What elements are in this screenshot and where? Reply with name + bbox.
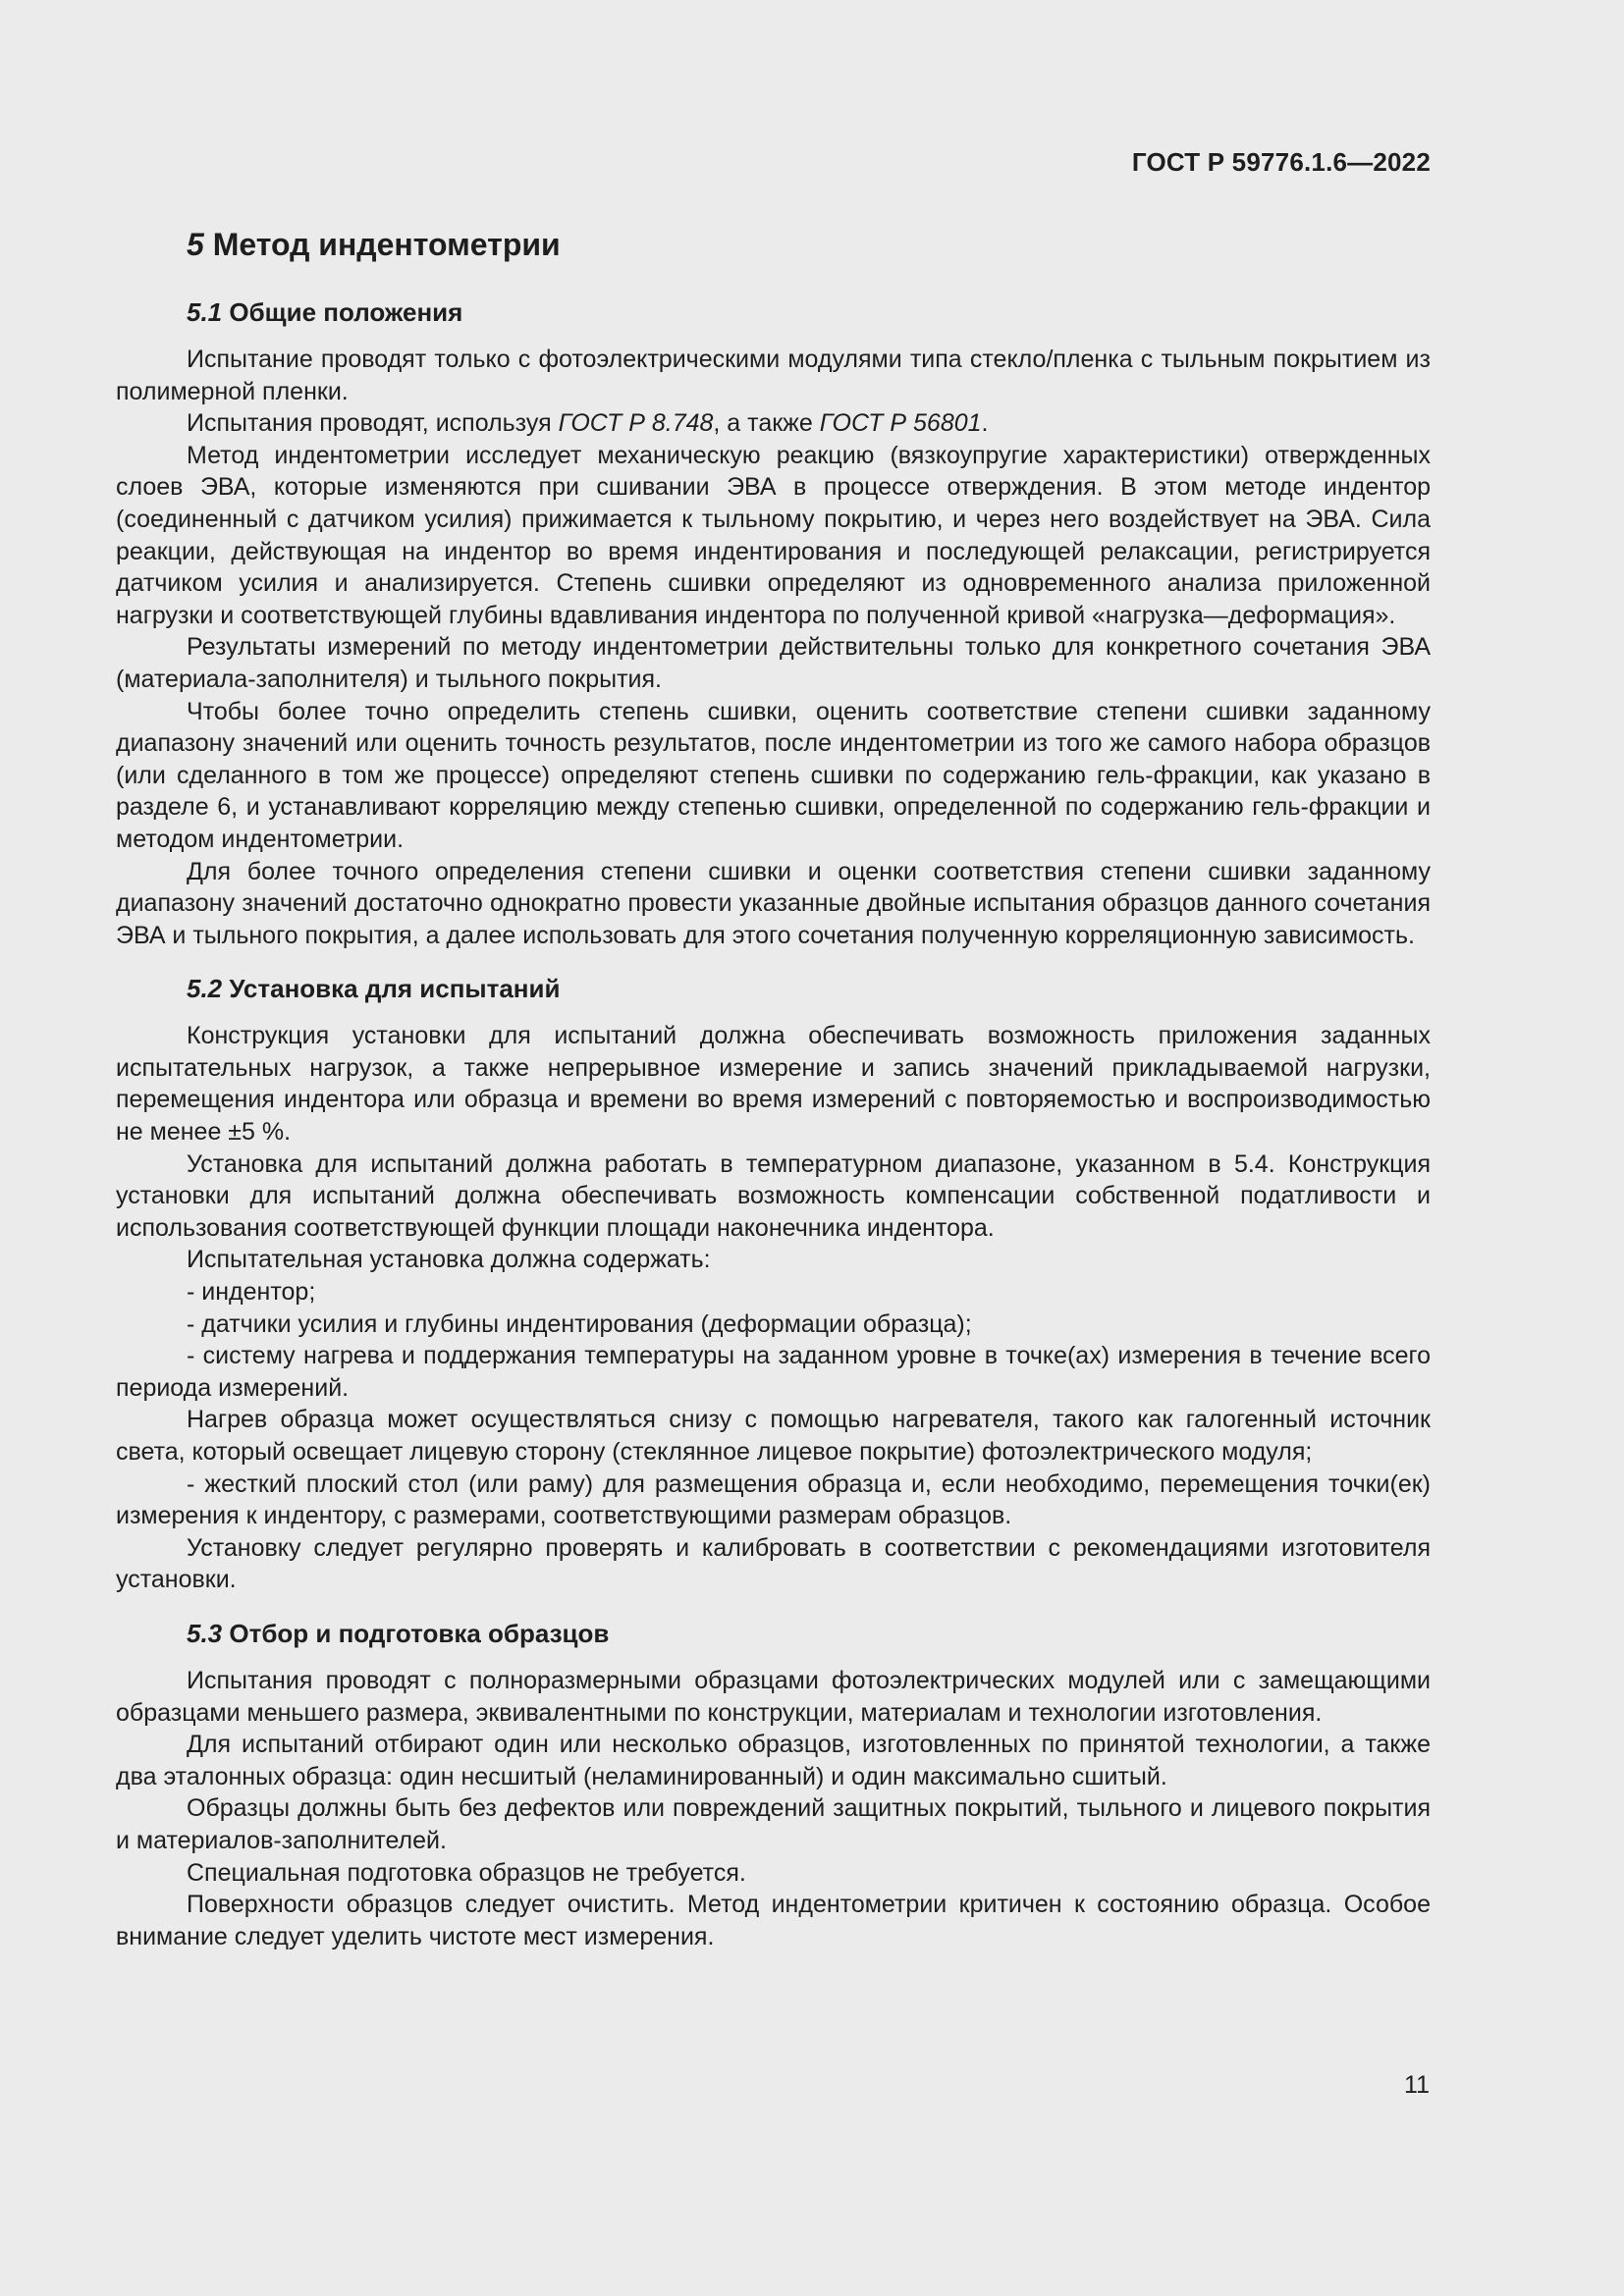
section-number: 5: [187, 227, 204, 262]
subsection-title: Общие положения: [229, 297, 463, 327]
standard-reference: ГОСТ Р 8.748: [558, 409, 714, 438]
section-5-heading: [187, 220, 1431, 269]
subsection-5-2-body: [116, 1020, 1431, 1596]
list-item: - датчики усилия и глубины индентирования (деформации образца);: [187, 1309, 972, 1338]
paragraph-references: [116, 407, 1431, 440]
subsection-5-2-heading: [187, 971, 1431, 1006]
standard-reference: ГОСТ Р 56801: [819, 409, 982, 438]
section-title: Метод индентометрии: [212, 227, 561, 262]
list-item: - жесткий плоский стол (или раму) для размещения образца и, если необходимо, перемещения точки(ек) измерения к индентору, с размерами, соответствующими размерам образцов.: [116, 1469, 1431, 1530]
page-number: 11: [1404, 2071, 1430, 2099]
subsection-number: 5.3: [187, 1618, 223, 1648]
paragraph: Испытание проводят только с фотоэлектрическими модулями типа стекло/пленка с тыльным покрытием из полимерной пленки.: [116, 346, 1431, 405]
text-span: Испытания проводят, используя: [187, 409, 559, 438]
paragraph: Результаты измерений по методу индентометрии действительны только для конкретного сочетания ЭВА (материала-заполнителя) и тыльного покрытия.: [116, 633, 1431, 693]
page-content: [116, 220, 1431, 1972]
list-item: - систему нагрева и поддержания температуры на заданном уровне в точке(ах) измерения в течение всего периода измерений.: [116, 1342, 1431, 1402]
subsection-5-1-body: [116, 344, 1431, 951]
paragraph: Для испытаний отбирают один или несколько образцов, изготовленных по принятой технологии, а также два эталонных образца: один несшитый (неламинированный) и один максимально сшитый.: [116, 1731, 1431, 1790]
paragraph: Для более точного определения степени сшивки и оценки соответствия степени сшивки заданному диапазону значений достаточно однократно провести указанные двойные испытания образцов данного сочетания ЭВА и тыльного покрытия, а далее использовать для этого сочетания полученную корреляционную зависимость.: [116, 857, 1431, 949]
paragraph: Испытания проводят с полноразмерными образцами фотоэлектрических модулей или с замещающими образцами меньшего размера, эквивалентными по конструкции, материалам и технологии изготовления.: [116, 1666, 1431, 1727]
subsection-title: Установка для испытаний: [229, 974, 561, 1004]
text-span: , а также: [713, 409, 820, 438]
paragraph: Испытательная установка должна содержать:: [187, 1246, 711, 1274]
paragraph: Поверхности образцов следует очистить. Метод индентометрии критичен к состоянию образца. Особое внимание следует уделить чистоте мест измерения.: [116, 1891, 1431, 1950]
paragraph: Нагрев образца может осуществляться снизу с помощью нагревателя, такого как галогенный источник света, который освещает лицевую сторону (стеклянное лицевое покрытие) фотоэлектрического модуля;: [116, 1406, 1431, 1466]
paragraph: Установка для испытаний должна работать в температурном диапазоне, указанном в 5.4. Конструкция установки для испытаний должна обеспечивать возможность компенсации собственной податливости и использования соответствующей функции площади наконечника индентора.: [116, 1149, 1431, 1242]
paragraph: Метод индентометрии исследует механическую реакцию (вязкоупругие характеристики) отвержденных слоев ЭВА, которые изменяются при сшивании ЭВА в процессе отверждения. В этом методе индентор (соединенный с датчиком усилия) прижимается к тыльному покрытию, и через него воздействует на ЭВА. Сила реакции, действующая на индентор во время индентирования и последующей релаксации, регистрируется датчиком усилия и анализируется. Степень сшивки определяют из одновременного анализа приложенной нагрузки и соответствующей глубины вдавливания индентора по полученной кривой «нагрузка—деформация».: [116, 441, 1431, 629]
subsection-5-3-heading: [187, 1616, 1431, 1651]
paragraph: Установку следует регулярно проверять и калибровать в соответствии с рекомендациями изготовителя установки.: [116, 1533, 1431, 1594]
subsection-title: Отбор и подготовка образцов: [229, 1618, 610, 1648]
list-item: - индентор;: [187, 1278, 316, 1307]
subsection-number: 5.1: [187, 297, 223, 327]
paragraph: Конструкция установки для испытаний должна обеспечивать возможность приложения заданных испытательных нагрузок, а также непрерывное измерение и запись значений прикладываемой нагрузки, перемещения индентора или образца и времени во время измерений с повторяемостью и воспроизводимостью не менее ±5 %.: [116, 1022, 1431, 1147]
subsection-5-3-body: [116, 1665, 1431, 1952]
subsection-number: 5.2: [187, 974, 223, 1004]
paragraph: Чтобы более точно определить степень сшивки, оценить соответствие степени сшивки заданному диапазону значений или оценить точность результатов, после индентометрии из того же самого набора образцов (или сделанного в том же процессе) определяют степень сшивки по содержанию гель-фракции, как указано в разделе 6, и устанавливают корреляцию между степенью сшивки, определенной по содержанию гель-фракции и методом индентометрии.: [116, 697, 1431, 853]
document-id-header: ГОСТ Р 59776.1.6—2022: [1131, 147, 1431, 177]
paragraph: Образцы должны быть без дефектов или повреждений защитных покрытий, тыльного и лицевого покрытия и материалов-заполнителей.: [116, 1794, 1431, 1854]
subsection-5-1-heading: [187, 294, 1431, 330]
paragraph: Специальная подготовка образцов не требуется.: [187, 1858, 746, 1887]
text-span: .: [981, 409, 989, 438]
